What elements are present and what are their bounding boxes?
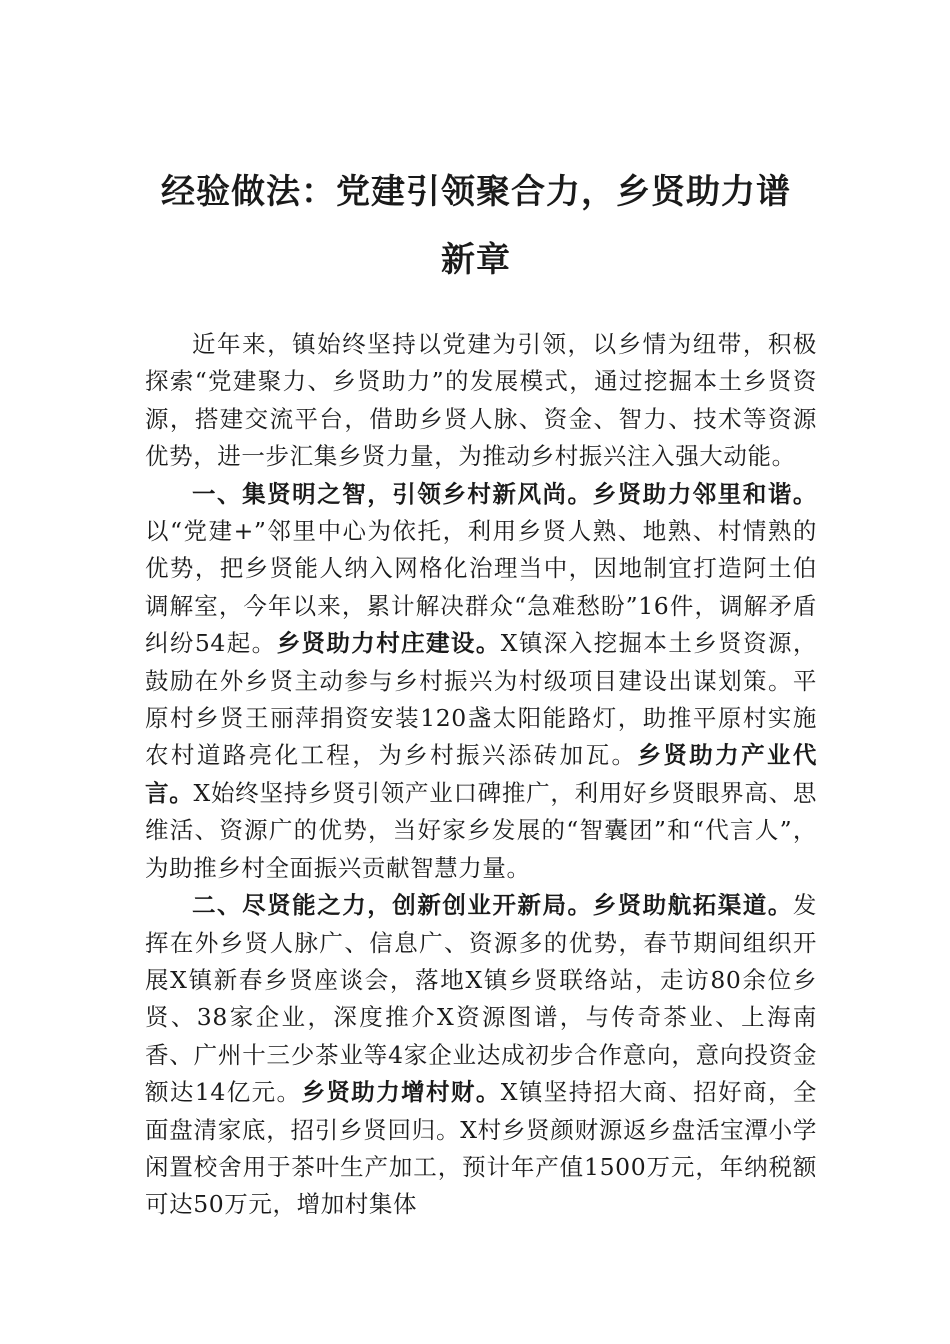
paragraph-section-1 xyxy=(145,476,817,887)
section-1-text-2: X镇深入挖掘本土乡贤资源，鼓励在外乡贤主动参与乡村振兴为村级项目建设出谋划策。平原村乡贤王丽萍捐资安装120盏太阳能路灯，助推平原村实施农村道路亮化工程，为乡村振兴添砖加瓦。 xyxy=(145,629,817,770)
section-2-heading: 二、尽贤能之力，创新创业开新局。乡贤助航拓渠道。 xyxy=(192,891,793,920)
document-title xyxy=(140,158,812,294)
section-1-subheading-3: 乡贤助力产业代言。 xyxy=(145,741,817,807)
section-1-subheading-2: 乡贤助力村庄建设。 xyxy=(276,629,501,658)
section-2-text-1: 发挥在外乡贤人脉广、信息广、资源多的优势，春节期间组织开展X镇新春乡贤座谈会，落地X镇乡贤联络站，走访80余位乡贤、38家企业，深度推介X资源图谱，与传奇茶业、上海南香、广州十三少茶业等4家企业达成初步合作意向，意向投资金额达14亿元。 xyxy=(145,891,817,1107)
intro-text: 近年来，镇始终坚持以党建为引领，以乡情为纽带，积极探索“党建聚力、乡贤助力”的发展模式，通过挖掘本土乡贤资源，搭建交流平台，借助乡贤人脉、资金、智力、技术等资源优势，进一步汇集乡贤力量，为推动乡村振兴注入强大动能。 xyxy=(145,330,817,471)
section-2-text-2: X镇坚持招大商、招好商，全面盘清家底，招引乡贤回归。X村乡贤颜财源返乡盘活宝潭小学闲置校舍用于茶叶生产加工，预计年产值1500万元，年纳税额可达50万元，增加村集体 xyxy=(145,1078,817,1219)
section-2-subheading-2: 乡贤助力增村财。 xyxy=(301,1078,501,1107)
title-line-2: 新章 xyxy=(441,240,511,280)
section-1-text-3: X始终坚持乡贤引领产业口碑推广，利用好乡贤眼界高、思维活、资源广的优势，当好家乡发展的“智囊团”和“代言人”，为助推乡村全面振兴贡献智慧力量。 xyxy=(145,778,817,882)
title-line-1: 经验做法：党建引领聚合力，乡贤助力谱 xyxy=(161,172,791,212)
section-1-heading: 一、集贤明之智，引领乡村新风尚。乡贤助力邻里和谐。 xyxy=(192,479,817,508)
section-1-text-1: 以“党建+”邻里中心为依托，利用乡贤人熟、地熟、村情熟的优势，把乡贤能人纳入网格化治理当中，因地制宜打造阿土伯调解室，今年以来，累计解决群众“急难愁盼”16件，调解矛盾纠纷54起。 xyxy=(145,517,817,658)
paragraph-section-2 xyxy=(145,887,817,1224)
document-body xyxy=(145,326,817,1224)
paragraph-intro xyxy=(145,326,817,476)
